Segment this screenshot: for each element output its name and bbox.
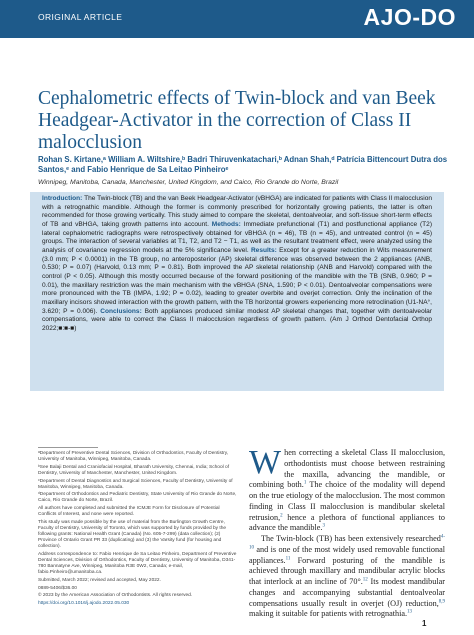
footnote: All authors have completed and submitted the ICMJE Form for Disclosure of Potential Conflicts of Interest, and none were reported. [38,506,220,518]
citation-link[interactable]: 2 [280,512,283,518]
citation-link[interactable]: 4-10 [249,534,445,551]
footnote: ᶜDepartment of Dental Diagnostics and Surgical Sciences, Faculty of Dentistry, University of Manitoba, Winnipeg, Manitoba, Canada. [38,478,233,490]
citation-link[interactable]: 8,9 [438,598,445,604]
body-text [249,444,445,620]
text-run: Its modest mandibular changes and accompanying substantial dentoalveolar compensations usually result in overjet (OJ) reduction, [249,577,445,608]
citation-link[interactable]: 11 [285,555,291,561]
abstract-results-label: Results: [250,246,277,254]
abstract-results: Except for a greater reduction in Wits measurement (3.0 mm; P < 0.0001) in the TB group, no anteroposterior (AP) skeletal difference was observed between the 2 appliances (ANB, 0.530; P = 0.07) (Harvold, 0.13 mm; P = 0.81). Both improved the AP skeletal relationship (ANB and Harvold) compared with the control (P < 0.05). Although this mostly occurred because of the forward positioning of the mandible with the TB (SNB, 0.960; P = 0.01), the maxillary restriction was the main mechanism with the vBHGA (SNA, 1.590; P < 0.01). Dentoalveolar compensations were more pronounced with the TB (IMPA, 1.92; P = 0.02), leading to greater overbite and overjet correction. Only the inclination of the maxillary incisors showed interaction with the growth pattern, with the TB horizontal growers experiencing more retroclination (U1-NA°, 3.620; P = 0.006). [42,246,433,315]
journal-logo: AJO-DO [363,4,456,30]
article-title: Cephalometric effects of Twin-block and van Beek Headgear-Activator in the correction of Class II malocclusion [38,88,436,153]
footnote: ᵈDepartment of Orthodontics and Pediatric Dentistry, State University of Rio Grande do Norte, Caico, Rio Grande do Norte, Brazil. [38,492,237,504]
citation-link[interactable]: 13 [407,609,413,615]
abstract-conclusions: Both appliances produced similar modest AP skeletal changes that, together with dentoalveolar compensations, were able to correct the Class II malocclusion regardless of growth pattern. (Am J Orthod Dentofacial Orthop 2022;■:■-■) [42,307,432,332]
footnote: Address correspondence to: Fabio Henrique de Sa Leitao Pinheiro, Department of Preventive Dental Sciences, Division of Orthodontics, Faculty of Dentistry, University of Manitoba, D341-780 Bannatyne Ave, Winnipeg, Manitoba R3E 0W2, Canada; e-mail, fabio.Pinheiro@umanitoba.ca. [38,551,237,576]
paragraph [249,534,445,620]
text-run: and is one of the most widely used removable functional appliances. [249,544,445,565]
text-run: The Twin-block (TB) has been extensively researched [261,534,441,543]
drop-cap: W [249,444,282,481]
text-run: The choice of the modality will depend on the true etiology of the malocclusion. The most common finding in Class II malocclusion is mandibular skeletal retrusion, [249,480,445,522]
footnote-rule [38,447,98,448]
text-run: Forward posturing of the mandible is achieved through maxillary and mandibular acrylic blocks that interlock at an incline of 70°. [249,555,445,586]
footnote: ᵇSee Balaji Dental and Craniofacial Hospital, Bharath University, Chennai, India; School of Dentistry, University of Manchester, Manchester, United Kingdom. [38,464,230,476]
abstract-methods: Immediate prefunctional (T1) and postfunctional appliance (T2) lateral cephalometric radiographs were retrospectively obtained for vBHGA (n = 46), TB (n = 45), and untreated control (n = 45) groups. The interaction of several variables at T1, T2, and T2 − T1, as well as the resultant treatment effect, were analyzed using the analysis of covariance regression models at the 5% significance level. [42,220,432,254]
author-list: Rohan S. Kirtane,ᵃ William A. Wiltshire,ᵇ Badri Thiruvenkatachari,ᵇ Adnan Shah,ᵈ Patrícia Bittencourt Dutra dos Santos,ᵉ and Fabio Henrique de Sa Leitao Pinheiroᵉ [38,155,448,174]
abstract-methods-label: Methods: [211,220,241,228]
text-run: hen correcting a skeletal Class II malocclusion, orthodontists must choose between restraining the maxilla, advancing the mandible, or combining both. [249,448,445,490]
footnote: Submitted, March 2022; revised and accepted, May 2022. [38,577,161,583]
doi-link[interactable]: https://doi.org/10.1016/j.ajodo.2022.05.030 [38,601,130,606]
abstract-introduction-label: Introduction: [42,195,83,202]
abstract-box [30,192,444,391]
abstract-conclusions-label: Conclusions: [100,307,142,315]
section-label: ORIGINAL ARTICLE [38,12,123,22]
footnote: 0889-5406/$36.00 [38,585,77,591]
footnote: ᵃDepartment of Preventive Dental Sciences, Division of Orthodontics, Faculty of Dentistry, University of Manitoba, Winnipeg, Manitoba, Canada. [38,451,229,463]
header-banner [0,0,474,38]
text-run: hence a plethora of functional appliances to advance the mandible. [249,512,445,533]
citation-link[interactable]: 1 [303,480,307,486]
text-run: making it suitable for patients with retrognathia. [249,609,408,619]
abstract-introduction: The Twin-block (TB) and the van Beek Headgear-Activator (vBHGA) are indicated for patients with Class II malocclusion with a retrognathic mandible. Although the former is commonly prescribed for horizontally growing patients, the latter is often recommended for those growing vertically. This study aimed to compare the skeletal, dentoalveolar, and soft-tissue short-term effects of TB and vBHGA, taking growth patterns into account. [42,195,432,228]
footnote: © 2023 by the American Association of Orthodontists. All rights reserved. [38,593,193,599]
footnote: This study was made possible by the use of material from the Burlington Growth Centre, Faculty of Dentistry, University of Toronto, which was supported by funds provided by the following grants: National Health Grant (Canada) (No. 605-7-299) (data collection); (2) Province of Ontario Grant PR 33 (duplicating) and (3) the Varsity fund (for housing and collection). [38,519,227,550]
page-number: 1 [422,619,427,628]
footnotes [38,447,238,609]
citation-link[interactable]: 3 [322,523,325,529]
citation-link[interactable]: 12 [362,577,368,583]
paragraph [249,444,445,534]
affiliation-line: Winnipeg, Manitoba, Canada, Manchester, United Kingdom, and Caico, Rio Grande do Norte, Brazil [38,179,339,186]
